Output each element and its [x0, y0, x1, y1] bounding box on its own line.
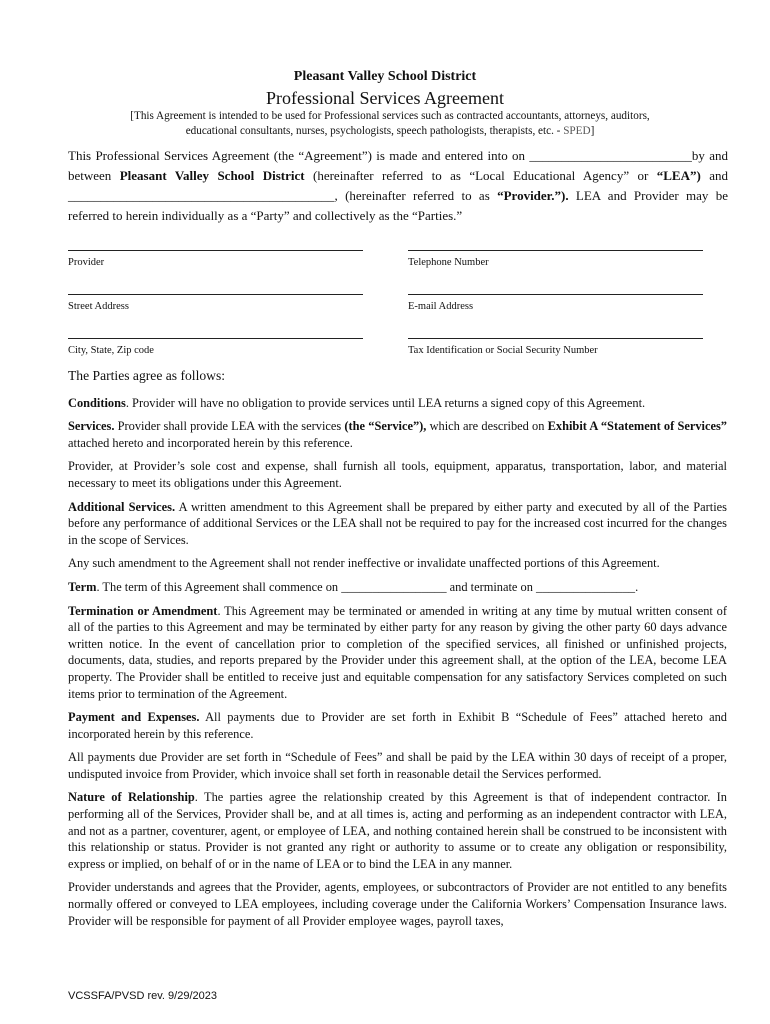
conditions-text: . Provider will have no obligation to provide services until LEA returns a signed copy of this Agreement.: [125, 395, 646, 410]
intro-paragraph: [68, 146, 728, 226]
date-blank[interactable]: _________________________: [529, 148, 692, 163]
term-heading: Term: [68, 579, 97, 594]
intro-provider: “Provider.”).: [497, 188, 569, 203]
intro-text: This Professional Services Agreement (the “Agreement”) is made and entered into on: [68, 148, 530, 163]
signature-line[interactable]: [408, 338, 703, 339]
nature-text: . The parties agree the relationship created by this Agreement is that of independent contractor. In performing all of the Services, Provider shall be, and at all times is, acting and performing as an independent contractor with LEA, and not as a partner, coventurer, agent, or employee of LEA, and nothing contained herein shall be construed to be inconsistent with this relationship or status. Provider is not granted any right or authority to assume or to create any obligation or responsibility, express or implied, on behalf of or in the name of LEA or to bind the LEA in any manner.: [68, 790, 727, 871]
termination-section: [68, 603, 727, 703]
provider-field[interactable]: [68, 250, 363, 268]
street-label: Street Address: [68, 301, 129, 312]
intro-text: , (hereinafter referred to as: [334, 188, 498, 203]
additional-services-text: A written amendment to this Agreement shall be prepared by either party and executed by all of the Parties before any performance of additional Services or the LEA shall not be required to pay for the increased cost incurred for the changes in the scope of Services.: [68, 499, 727, 547]
intro-text: by and between: [68, 148, 728, 183]
services-bold: (the “Service”),: [344, 419, 427, 434]
intro-text: (hereinafter referred to as “Local Educational Agency” or: [304, 168, 657, 183]
street-field[interactable]: [68, 294, 363, 312]
conditions-section: [68, 395, 727, 412]
provider-name-blank[interactable]: _________________________________________: [68, 188, 335, 203]
usage-note-text: educational consultants, nurses, psychologists, speech pathologists, therapists, etc. -: [185, 125, 564, 137]
signature-line[interactable]: [68, 250, 363, 251]
payment-terms-paragraph: All payments due Provider are set forth in “Schedule of Fees” and shall be paid by the LEA within 30 days of receipt of a proper, undisputed invoice from Provider, which invoice shall set forth in reasonable detail the Services performed.: [68, 750, 727, 781]
amendment-paragraph: Any such amendment to the Agreement shall not render ineffective or invalidate unaffected portions of this Agreement.: [68, 556, 660, 571]
telephone-field[interactable]: [408, 250, 703, 268]
additional-services-heading: Additional Services.: [68, 499, 176, 514]
intro-lea: “LEA”): [656, 168, 701, 183]
signature-line[interactable]: [408, 250, 703, 251]
services-text: Provider shall provide LEA with the services: [114, 419, 345, 434]
services-text: attached hereto and incorporated herein by this reference.: [68, 435, 353, 450]
intro-district: Pleasant Valley School District: [119, 168, 305, 183]
signature-line[interactable]: [68, 294, 363, 295]
telephone-label: Telephone Number: [408, 257, 489, 268]
conditions-heading: Conditions: [68, 395, 126, 410]
city-label: City, State, Zip code: [68, 345, 154, 356]
agreement-body: [68, 368, 727, 936]
nature-section: [68, 789, 727, 872]
parties-agree: The Parties agree as follows:: [68, 368, 226, 383]
document-title: Professional Services Agreement: [266, 88, 504, 108]
payment-heading: Payment and Expenses.: [68, 710, 200, 725]
tax-id-label: Tax Identification or Social Security Number: [408, 345, 598, 356]
intro-text: LEA and Provider may be referred to herein individually as a “Party” and collectively as the “Parties.”: [68, 188, 728, 223]
exhibit-a-ref: Exhibit A “Statement of Services”: [547, 419, 727, 434]
city-field[interactable]: [68, 338, 363, 356]
district-name: Pleasant Valley School District: [293, 69, 477, 84]
term-section: [68, 579, 727, 596]
signature-line[interactable]: [408, 294, 703, 295]
termination-text: . This Agreement may be terminated or amended in writing at any time by mutual written consent of all of the parties to this Agreement and may be terminated by either party for any reason by giving the other party 60 days advance written notice. In the event of cancellation prior to completion of the specified services, all finished or unfinished projects, documents, data, studies, and reports prepared by the Provider under this agreement shall, at the option of the LEA, become LEA property. The Provider shall be entitled to receive just and equitable compensation for any satisfactory Services completed on such items prior to termination of the Agreement.: [68, 603, 727, 701]
termination-heading: Termination or Amendment: [68, 603, 218, 618]
tax-id-field[interactable]: [408, 338, 703, 356]
additional-services-section: [68, 499, 727, 549]
services-section: [68, 418, 727, 451]
provider-label: Provider: [68, 257, 105, 268]
term-text: . The term of this Agreement shall commence on _________________ and terminate on ________________.: [96, 579, 639, 594]
email-field[interactable]: [408, 294, 703, 312]
usage-note-line-1: [This Agreement is intended to be used for Professional services such as contracted accountants, attorneys, auditors,: [130, 110, 650, 122]
sped-tag: SPED: [563, 125, 591, 137]
usage-note-close: ]: [590, 125, 595, 137]
payment-section: [68, 709, 727, 742]
signature-line[interactable]: [68, 338, 363, 339]
services-heading: Services.: [68, 419, 115, 434]
nature-heading: Nature of Relationship: [68, 790, 195, 805]
intro-text: and: [700, 168, 729, 183]
usage-note-line-2: [90, 124, 690, 139]
services-text: which are described on: [426, 419, 548, 434]
provider-costs-paragraph: Provider, at Provider’s sole cost and expense, shall furnish all tools, equipment, apparatus, transportation, labor, and material necessary to meet its obligations under this Agreement.: [68, 459, 727, 490]
benefits-paragraph: Provider understands and agrees that the Provider, agents, employees, or subcontractors of Provider are not entitled to any benefits normally offered or conveyed to LEA employees, including coverage under the California Workers’ Compensation Insurance laws. Provider will be responsible for payment of all Provider employee wages, payroll taxes,: [68, 880, 727, 928]
revision-footer: VCSSFA/PVSD rev. 9/29/2023: [68, 990, 217, 1002]
email-label: E-mail Address: [408, 301, 474, 312]
payment-text: All payments due to Provider are set forth in Exhibit B “Schedule of Fees” attached hereto and incorporated herein by this reference.: [68, 710, 728, 741]
usage-note: [90, 109, 690, 139]
